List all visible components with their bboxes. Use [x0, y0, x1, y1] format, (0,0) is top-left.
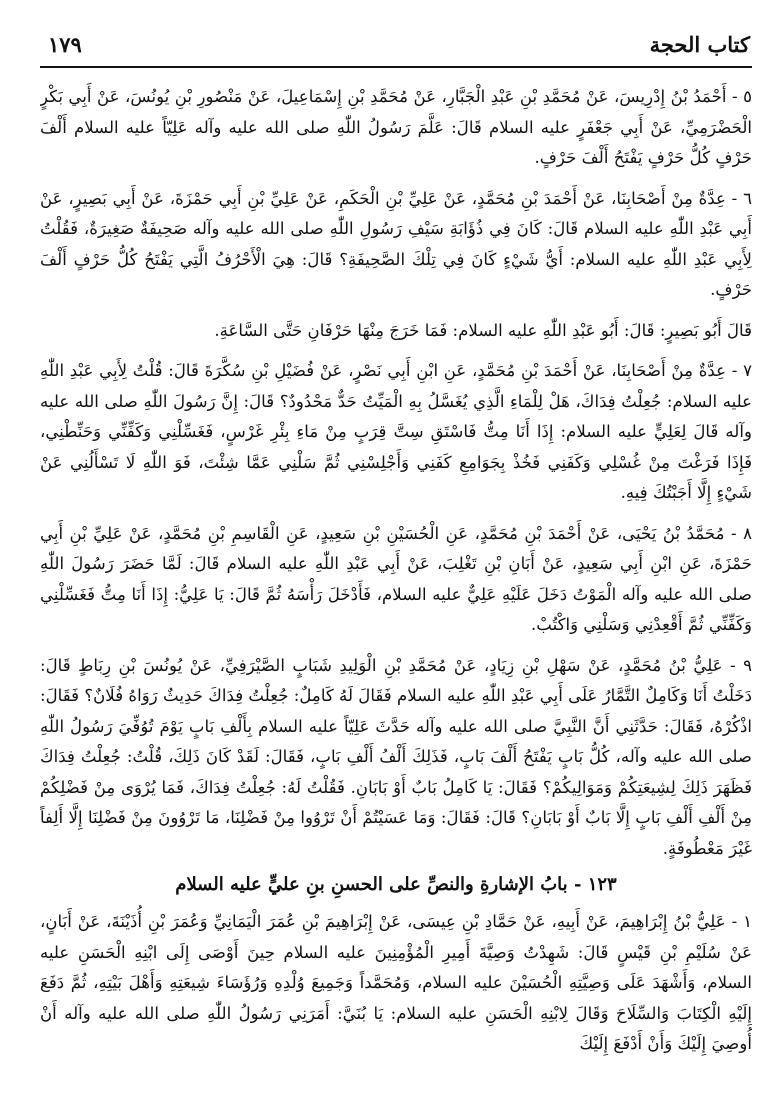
hadith-paragraph: ٨ - مُحَمَّدُ بْنُ يَحْيَى، عَنْ أَحْمَدَ بْنِ مُحَمَّدٍ، عَنِ الْحُسَيْنِ بْنِ سَعِيدٍ، عَنِ الْقَاسِمِ بْنِ مُحَمَّدٍ، عَنْ عَلِيِّ بْنِ أَبِي حَمْزَةَ، عَنِ ابْنِ أَبِي سَعِيدٍ، عَنْ أَبَانِ بْنِ تَغْلِبَ، عَنْ أَبِي عَبْدِ اللّٰهِ عليه السلام قَالَ: لَمَّا حَضَرَ رَسُولَ اللّٰهِ صلى الله عليه وآله الْمَوْتُ دَخَلَ عَلَيْهِ عَلِيٌّ عليه السلام، فَأَدْخَلَ رَأْسَهُ ثُمَّ قَالَ: يَا عَلِيُّ: إِذَا أَنَا مِتُّ فَغَسِّلْنِي وَكَفِّنِّي ثُمَّ أَقْعِدْنِي وَسَلْنِي وَاكْتُبْ.: [40, 523, 752, 634]
chapter-heading: ١٢٣ - بابُ الإشارةِ والنصِّ على الحسنِ بنِ عليٍّ عليه السلام: [175, 874, 617, 895]
hadith-paragraph: قَالَ أَبُو بَصِيرٍ: قَالَ: أَبُو عَبْدِ اللّٰهِ عليه السلام: فَمَا خَرَجَ مِنْهَا حَرْفَانِ حَتَّى السَّاعَةِ.: [214, 320, 752, 340]
hadith-paragraph: ٦ - عِدَّةٌ مِنْ أَصْحَابِنَا، عَنْ أَحْمَدَ بْنِ مُحَمَّدٍ، عَنْ عَلِيِّ بْنِ الْحَكَمِ، عَنْ عَلِيِّ بْنِ أَبِي حَمْزَةَ، عَنْ أَبِي بَصِيرٍ، عَنْ أَبِي عَبْدِ اللّٰهِ عليه السلام قَالَ: كَانَ فِي ذُؤَابَةِ سَيْفِ رَسُولِ اللّٰهِ صلى الله عليه وآله صَحِيفَةٌ صَغِيرَةٌ، فَقُلْتُ لِأَبِي عَبْدِ اللّٰهِ عليه السلام: أَيُّ شَيْءٍ كَانَ فِي تِلْكَ الصَّحِيفَةِ؟ قَالَ: هِيَ الْأَحْرُفُ الَّتِي يَفْتَحُ كُلُّ حَرْفٍ أَلْفَ حَرْفٍ.: [40, 188, 752, 299]
book-page: [40, 30, 752, 1100]
hadith-paragraph: ٥ - أَحْمَدُ بْنُ إِدْرِيسَ، عَنْ مُحَمَّدِ بْنِ عَبْدِ الْجَبَّارِ، عَنْ مُحَمَّدِ بْنِ إِسْمَاعِيلَ، عَنْ مَنْصُورِ بْنِ يُونُسَ، عَنْ أَبِي بَكْرٍ الْحَضْرَمِيِّ، عَنْ أَبِي جَعْفَرٍ عليه السلام قَالَ: عَلَّمَ رَسُولُ اللّٰهِ صلى الله عليه وآله عَلِيّاً عليه السلام أَلْفَ حَرْفٍ كُلُّ حَرْفٍ يَفْتَحُ أَلْفَ حَرْفٍ.: [40, 87, 752, 167]
book-title: كتاب الحجة: [649, 32, 750, 57]
hadith-paragraph: ٧ - عِدَّةٌ مِنْ أَصْحَابِنَا، عَنْ أَحْمَدَ بْنِ مُحَمَّدٍ، عَنِ ابْنِ أَبِي نَصْرٍ، عَنْ فُضَيْلِ بْنِ سُكَّرَةَ قَالَ: قُلْتُ لِأَبِي عَبْدِ اللّٰهِ عليه السلام: جُعِلْتُ فِدَاكَ، هَلْ لِلْمَاءِ الَّذِي يُغَسَّلُ بِهِ الْمَيِّتُ حَدٌّ مَحْدُودٌ؟ قَالَ: إِنَّ رَسُولَ اللّٰهِ صلى الله عليه وآله قَالَ لِعَلِيٍّ عليه السلام: إِذَا أَنَا مِتُّ فَاسْتَقِ سِتَّ قِرَبٍ مِنْ مَاءِ بِئْرِ غَرْسٍ، فَغَسِّلْنِي وَكَفِّنِّي وَحَنِّطْنِي، فَإِذَا فَرَغْتَ مِنْ غُسْلِي وَكَفَنِي فَخُذْ بِجَوَامِعِ كَفَنِي وَأَجْلِسْنِي ثُمَّ سَلْنِي عَمَّا شِئْتَ، فَوَ اللّٰهِ لَا تَسْأَلُنِي عَنْ شَيْءٍ إِلَّا أَجَبْتُكَ فِيهِ.: [40, 361, 752, 502]
page-body: [40, 82, 752, 1060]
hadith-paragraph: ٩ - عَلِيُّ بْنُ مُحَمَّدٍ، عَنْ سَهْلِ بْنِ زِيَادٍ، عَنْ مُحَمَّدِ بْنِ الْوَلِيدِ شَبَابٍ الصَّيْرَفِيِّ، عَنْ يُونُسَ بْنِ رِبَاطٍ قَالَ: دَخَلْتُ أَنَا وَكَامِلٌ التَّمَّارُ عَلَى أَبِي عَبْدِ اللّٰهِ عليه السلام فَقَالَ لَهُ كَامِلٌ: جُعِلْتُ فِدَاكَ حَدِيثٌ رَوَاهُ فُلَانٌ؟ فَقَالَ: اذْكُرْهُ، فَقَالَ: حَدَّثَنِي أَنَّ النَّبِيَّ صلى الله عليه وآله حَدَّثَ عَلِيّاً عليه السلام بِأَلْفِ بَابٍ يَوْمَ تُوُفِّيَ رَسُولُ اللّٰهِ صلى الله عليه وآله، كُلُّ بَابٍ يَفْتَحُ أَلْفَ بَابٍ، فَذَلِكَ أَلْفُ أَلْفِ بَابٍ، فَقَالَ: لَقَدْ كَانَ ذَلِكَ، قُلْتُ: جُعِلْتُ فِدَاكَ فَظَهَرَ ذَلِكَ لِشِيعَتِكُمْ وَمَوَالِيكُمْ؟ فَقَالَ: يَا كَامِلُ بَابٌ أَوْ بَابَانِ. فَقُلْتُ لَهُ: جُعِلْتُ فِدَاكَ، فَمَا يُرْوَى مِنْ فَضْلِكُمْ مِنْ أَلْفِ أَلْفِ بَابٍ إِلَّا بَابٌ أَوْ بَابَانِ؟ قَالَ: فَقَالَ: وَمَا عَسَيْتُمْ أَنْ تَرْوُوا مِنْ فَضْلِنَا، مَا تَرْوُونَ مِنْ فَضْلِنَا إِلَّا أَلِفاً غَيْرَ مَعْطُوفَةٍ.: [40, 655, 752, 858]
hadith-paragraph: ١ - عَلِيُّ بْنُ إِبْرَاهِيمَ، عَنْ أَبِيهِ، عَنْ حَمَّادِ بْنِ عِيسَى، عَنْ إِبْرَاهِيمَ بْنِ عُمَرَ الْيَمَانِيِّ وَعُمَرَ بْنِ أُذَيْنَةَ، عَنْ أَبَانٍ، عَنْ سُلَيْمِ بْنِ قَيْسٍ قَالَ: شَهِدْتُ وَصِيَّةَ أَمِيرِ الْمُؤْمِنِينَ عليه السلام حِينَ أَوْصَى إِلَى ابْنِهِ الْحَسَنِ عليه السلام، وَأَشْهَدَ عَلَى وَصِيَّتِهِ الْحُسَيْنَ عليه السلام، وَمُحَمَّداً وَجَمِيعَ وُلْدِهِ وَرُؤَسَاءَ شِيعَتِهِ وَأَهْلَ بَيْتِهِ، ثُمَّ دَفَعَ إِلَيْهِ الْكِتَابَ وَالسِّلَاحَ وَقَالَ لِابْنِهِ الْحَسَنِ عليه السلام: يَا بُنَيَّ: أَمَرَنِي رَسُولُ اللّٰهِ صلى الله عليه وآله أَنْ أُوصِيَ إِلَيْكَ وَأَنْ أَدْفَعَ إِلَيْكَ: [40, 912, 752, 1053]
page-header: [40, 30, 752, 66]
header-rule: [40, 66, 752, 68]
page-number: ١٧٩: [48, 32, 82, 57]
